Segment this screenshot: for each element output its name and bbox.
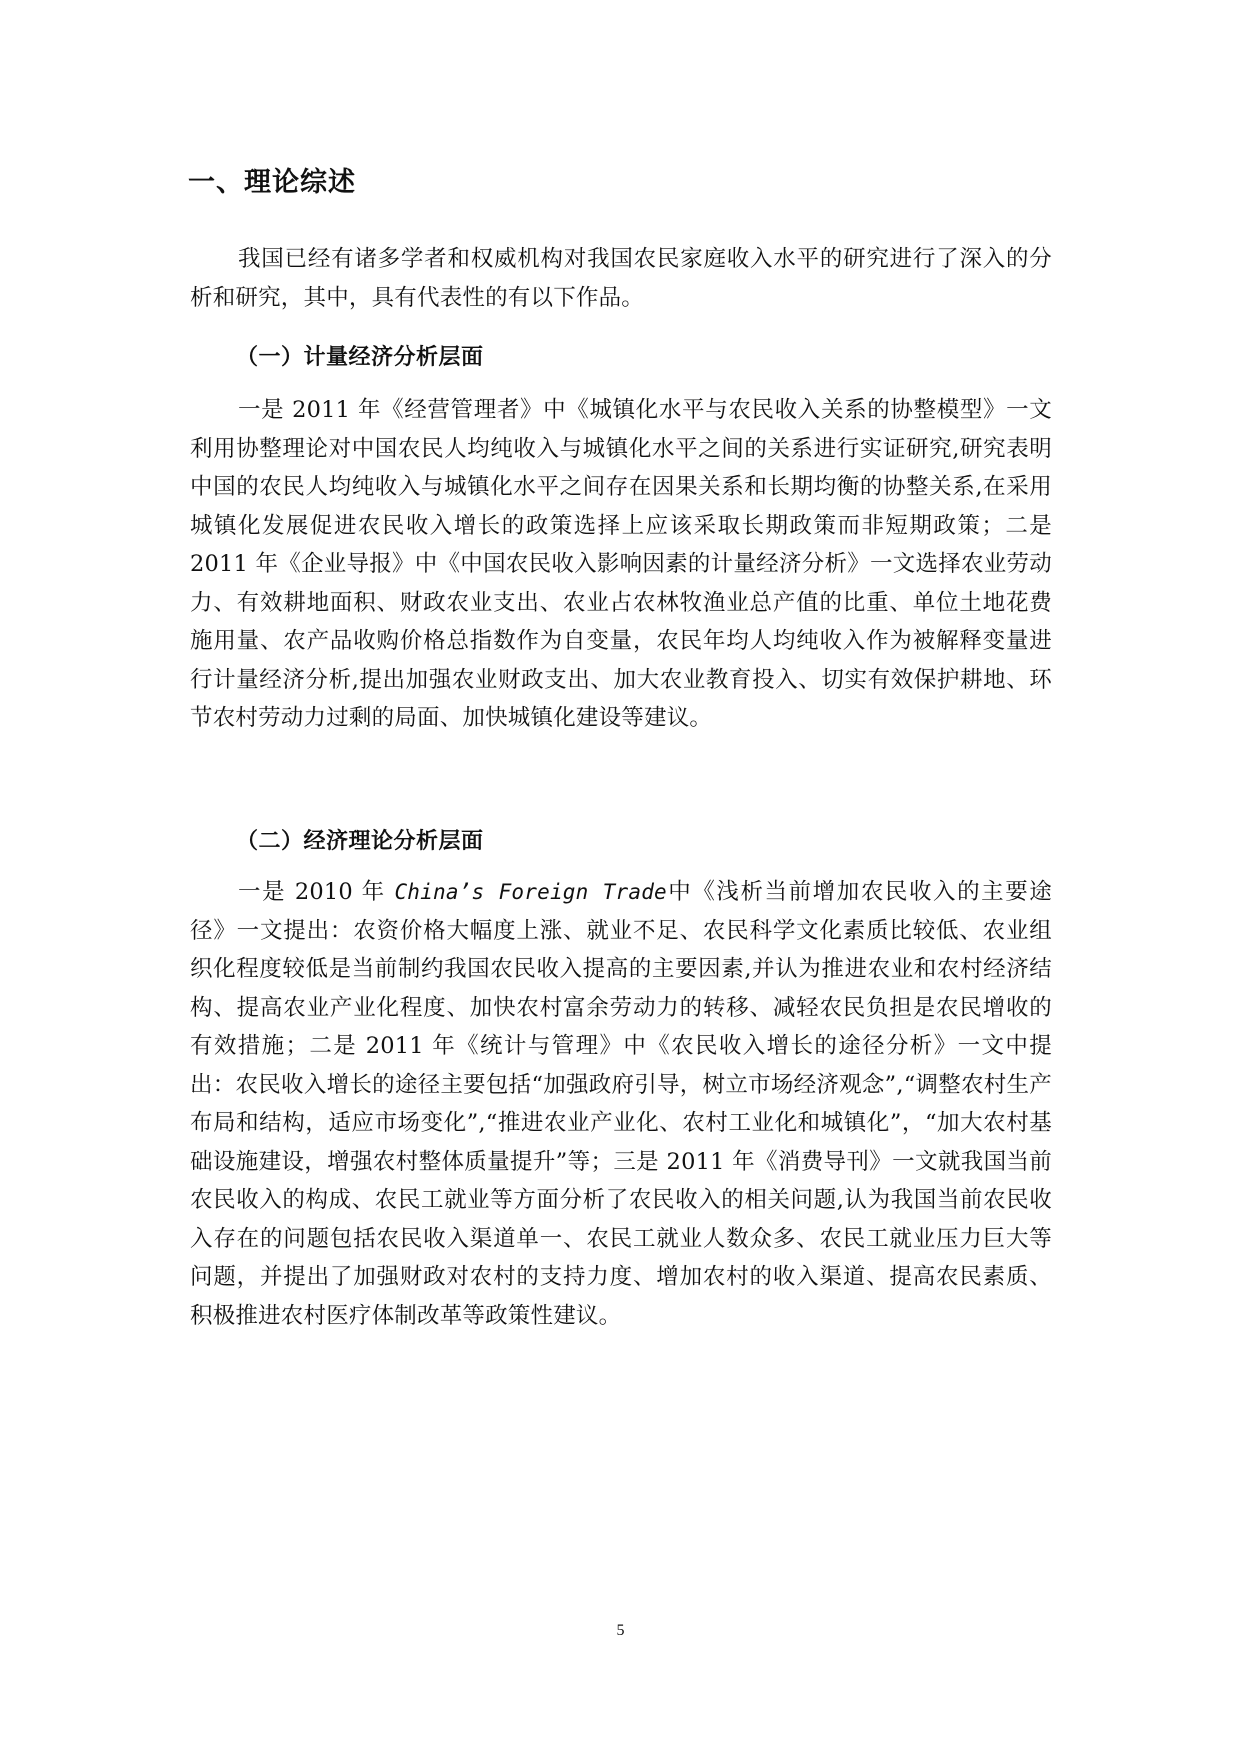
- paragraph-rest: 中《浅析当前增加农民收入的主要途径》一文提出：农资价格大幅度上涨、就业不足、农民科学文化素质比较低、农业组织化程度较低是当前制约我国农民收入提高的主要因素,并认为推进农业和农村经济结构、提高农业产业化程度、加快农村富余劳动力的转移、减轻农民负担是农民增收的有效措施；二是 2011 年《统计与管理》中《农民收入增长的途径分析》一文中提出：农民收入增长的途径主要包括“加强政府引导，树立市场经济观念”,“调整农村生产布局和结构，适应市场变化”,“推进农业产业化、农村工业化和城镇化”，“加大农村基础设施建设，增强农村整体质量提升”等；三是 2011 年《消费导刊》一文就我国当前农民收入的构成、农民工就业等方面分析了农民收入的相关问题,认为我国当前农民收入存在的问题包括农民收入渠道单一、农民工就业人数众多、农民工就业压力巨大等问题，并提出了加强财政对农村的支持力度、增加农村的收入渠道、提高农民素质、积极推进农村医疗体制改革等政策性建议。: [190, 879, 1053, 1329]
- intro-paragraph: 我国已经有诸多学者和权威机构对我国农民家庭收入水平的研究进行了深入的分析和研究，其中，具有代表性的有以下作品。: [190, 246, 1052, 311]
- section-heading: 一、理论综述: [188, 167, 356, 198]
- subsection-title-2: （二）经济理论分析层面: [236, 829, 484, 854]
- subsection-2-paragraph: [190, 873, 1052, 1335]
- subsection-1-paragraph: 一是 2011 年《经营管理者》中《城镇化水平与农民收入关系的协整模型》一文利用协整理论对中国农民人均纯收入与城镇化水平之间的关系进行实证研究,研究表明中国的农民人均纯收入与城镇化水平之间存在因果关系和长期均衡的协整关系,在采用城镇化发展促进农民收入增长的政策选择上应该采取长期政策而非短期政策；二是 2011 年《企业导报》中《中国农民收入影响因素的计量经济分析》一文选择农业劳动力、有效耕地面积、财政农业支出、农业占农林牧渔业总产值的比重、单位土地花费施用量、农产品收购价格总指数作为自变量，农民年均人均纯收入作为被解释变量进行计量经济分析,提出加强农业财政支出、加大农业教育投入、切实有效保护耕地、环节农村劳动力过剩的局面、加快城镇化建设等建议。: [190, 397, 1052, 731]
- paragraph-prefix: 一是 2010 年: [238, 879, 386, 905]
- page-number: 5: [616, 1622, 625, 1639]
- journal-name: China’s Foreign Trade: [394, 880, 667, 904]
- subsection-title-1: （一）计量经济分析层面: [236, 345, 484, 370]
